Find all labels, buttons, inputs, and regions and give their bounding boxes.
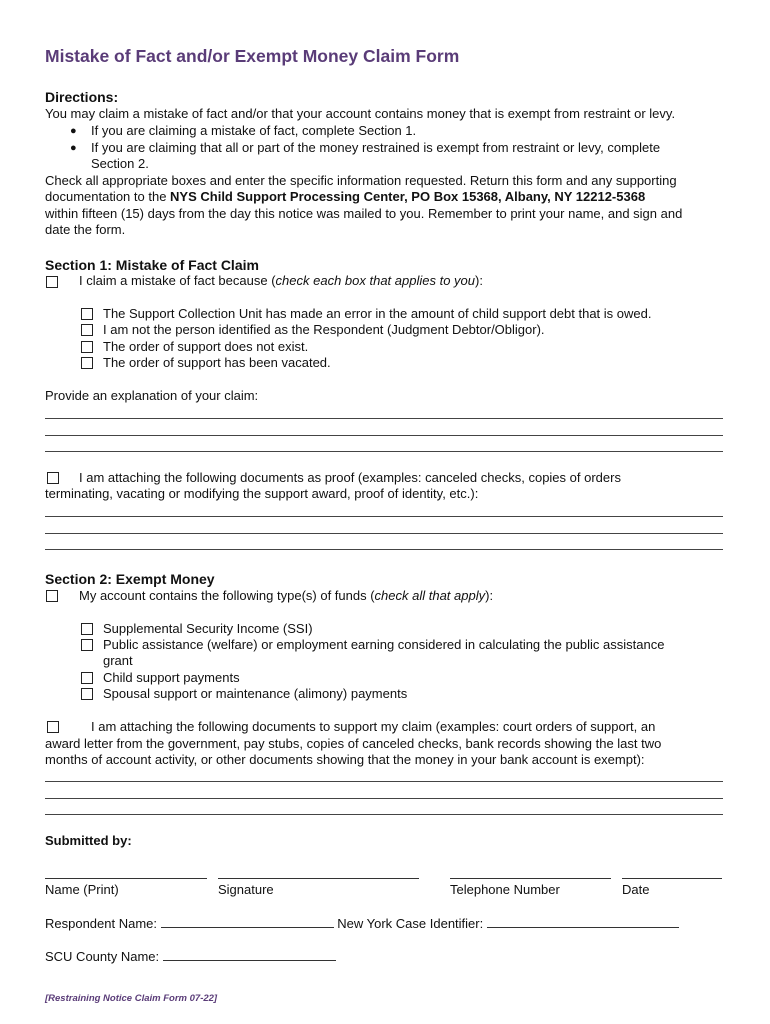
submitted-heading: Submitted by: [45,833,132,848]
section2-option-label-cont: grant [103,653,133,668]
respondent-label: Respondent Name: [45,916,158,931]
section2-heading: Section 2: Exempt Money [45,571,215,587]
case-identifier-field[interactable] [487,915,679,928]
date-label: Date [622,882,650,897]
section1-option-label: The order of support has been vacated. [103,355,331,370]
directions-para-2: documentation to the NYS Child Support Processing Center, PO Box 15368, Albany, NY 12212-5368 [45,189,646,204]
form-footer: [Restraining Notice Claim Form 07-22] [45,993,218,1004]
section1-option-label: The order of support does not exist. [103,339,309,354]
signature-line[interactable] [218,878,419,879]
section2-attach-text-2: award letter from the government, pay stubs, copies of canceled checks, bank records showing the last two [45,736,662,751]
explanation-line[interactable] [45,418,723,419]
attachment-line[interactable] [45,781,723,782]
section1-attach-checkbox[interactable] [47,472,59,484]
county-row [45,948,336,966]
section1-option-checkbox[interactable] [81,324,93,336]
section1-attach-text-2: terminating, vacating or modifying the support award, proof of identity, etc.): [45,486,479,501]
telephone-label: Telephone Number [450,882,560,897]
section2-claim-text: My account contains the following type(s) of funds (check all that apply): [79,588,494,603]
section1-attach-text-1: I am attaching the following documents as proof (examples: canceled checks, copies of orders [79,470,621,485]
section2-option-label: Child support payments [103,670,240,685]
case-identifier-label: New York Case Identifier: [337,916,484,931]
section2-option-label: Public assistance (welfare) or employment earning considered in calculating the public assistance [103,637,665,652]
section1-heading: Section 1: Mistake of Fact Claim [45,257,259,273]
explanation-line[interactable] [45,451,723,452]
explanation-line[interactable] [45,435,723,436]
attachment-line[interactable] [45,533,723,534]
section2-option-checkbox[interactable] [81,639,93,651]
section2-option-label: Spousal support or maintenance (alimony) payments [103,686,408,701]
section2-attach-checkbox[interactable] [47,721,59,733]
attachment-line[interactable] [45,798,723,799]
directions-bullet-2: If you are claiming that all or part of the money restrained is exempt from restraint or levy, complete [91,140,661,155]
attachment-line[interactable] [45,814,723,815]
section2-claim-checkbox[interactable] [46,590,58,602]
attachment-line[interactable] [45,516,723,517]
section2-attach-text-1: I am attaching the following documents to support my claim (examples: court orders of support, an [91,719,656,734]
name-print-label: Name (Print) [45,882,119,897]
section1-option-checkbox[interactable] [81,308,93,320]
county-name-field[interactable] [163,948,336,961]
section1-option-label: I am not the person identified as the Respondent (Judgment Debtor/Obligor). [103,322,545,337]
directions-heading: Directions: [45,89,119,105]
directions-para-3: within fifteen (15) days from the day this notice was mailed to you. Remember to print your name, and sign and [45,206,683,221]
section1-claim-text: I claim a mistake of fact because (check each box that applies to you): [79,273,483,288]
section2-option-checkbox[interactable] [81,688,93,700]
section1-explain-label: Provide an explanation of your claim: [45,388,259,403]
section1-option-checkbox[interactable] [81,357,93,369]
section2-option-checkbox[interactable] [81,672,93,684]
section1-option-label: The Support Collection Unit has made an error in the amount of child support debt that is owed. [103,306,652,321]
directions-para-1: Check all appropriate boxes and enter the specific information requested. Return this form and any supporting [45,173,677,188]
signature-label: Signature [218,882,274,897]
directions-bullet-2-cont: Section 2. [91,156,149,171]
respondent-row [45,915,679,933]
directions-intro: You may claim a mistake of fact and/or that your account contains money that is exempt from restraint or levy. [45,106,676,121]
name-print-line[interactable] [45,878,207,879]
section2-option-label: Supplemental Security Income (SSI) [103,621,313,636]
county-label: SCU County Name: [45,949,160,964]
section2-attach-text-3: months of account activity, or other documents showing that the money in your bank account is exempt): [45,752,645,767]
bullet-icon: ● [70,125,77,137]
telephone-line[interactable] [450,878,611,879]
directions-para-4: date the form. [45,222,126,237]
attachment-line[interactable] [45,549,723,550]
bullet-icon: ● [70,142,77,154]
processing-center-address: NYS Child Support Processing Center, PO Box 15368, Albany, NY 12212-5368 [170,189,646,204]
directions-bullet-1: If you are claiming a mistake of fact, complete Section 1. [91,123,417,138]
page-title: Mistake of Fact and/or Exempt Money Claim Form [45,46,460,66]
section1-option-checkbox[interactable] [81,341,93,353]
section2-option-checkbox[interactable] [81,623,93,635]
date-line[interactable] [622,878,722,879]
respondent-name-field[interactable] [161,915,334,928]
section1-claim-checkbox[interactable] [46,276,58,288]
